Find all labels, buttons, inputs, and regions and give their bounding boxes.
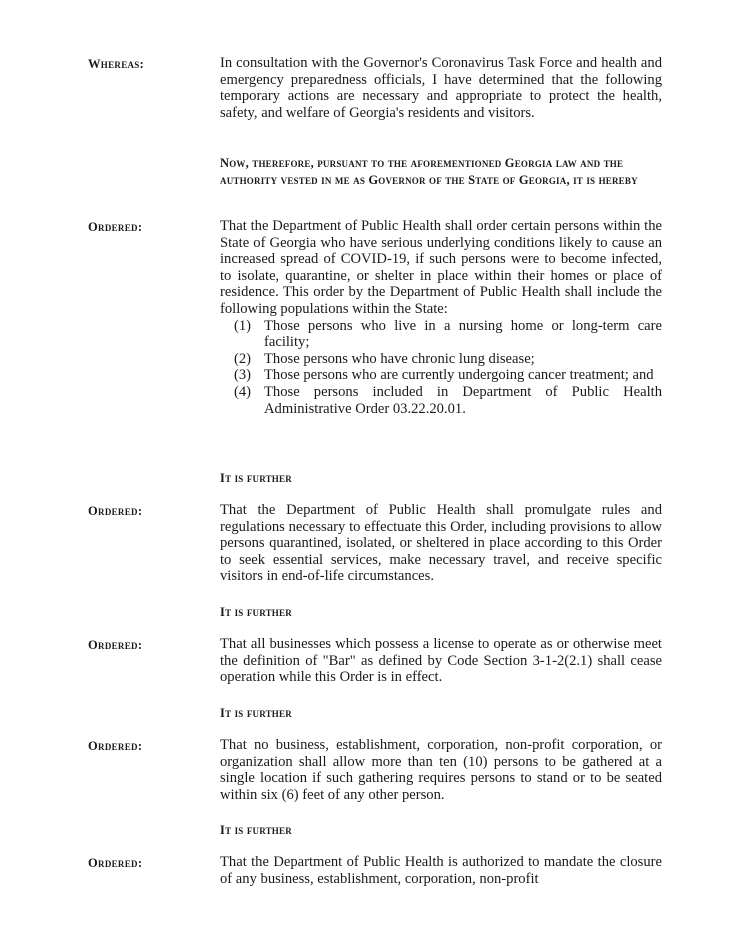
order-4-text: That no business, establishment, corporation, non-profit corporation, or organization shall allow more than ten (10) persons to be gathered at a single location if such gathering requires persons to stand or to be seated within six (6) feet of any other person.: [220, 737, 662, 803]
ordered-label: Ordered:: [88, 739, 143, 753]
order-3-text: That all businesses which possess a license to operate as or otherwise meet the definition of "Bar" as defined by Code Section 3-1-2(2.1) shall cease operation while this Order is in effect.: [220, 636, 662, 686]
list-item: [220, 318, 662, 351]
order-5-paragraph: [220, 854, 662, 887]
whereas-paragraph: [220, 55, 662, 121]
whereas-text: In consultation with the Governor's Coronavirus Task Force and health and emergency preparedness officials, I have determined that the following temporary actions are necessary and appropriate to protect the health, safety, and welfare of Georgia's residents and visitors.: [220, 55, 662, 121]
it-is-further-heading: It is further: [220, 605, 292, 619]
list-item-number: (3): [234, 367, 252, 384]
order-2-text: That the Department of Public Health shall promulgate rules and regulations necessary to effectuate this Order, including provisions to allow persons quarantined, isolated, or sheltered in place according to this Order to seek essential services, make necessary travel, and receive specific visitors in end-of-life circumstances.: [220, 502, 662, 585]
ordered-label: Ordered:: [88, 220, 143, 234]
list-item: [220, 384, 662, 417]
list-item-text: Those persons who live in a nursing home or long-term care facility;: [264, 317, 662, 351]
list-item: [220, 367, 662, 384]
list-item: [220, 351, 662, 368]
order-1-paragraph: [220, 218, 662, 417]
order-1-list: [220, 318, 662, 418]
whereas-label: Whereas:: [88, 57, 145, 71]
list-item-text: Those persons included in Department of Public Health Administrative Order 03.22.20.01.: [264, 383, 662, 417]
ordered-label: Ordered:: [88, 638, 143, 652]
list-item-number: (1): [234, 317, 252, 334]
list-item-text: Those persons who have chronic lung disease;: [264, 350, 535, 367]
now-therefore-clause: Now, therefore, pursuant to the aforementioned Georgia law and the authority vested in me as Governor of the State of Georgia, it is hereby: [220, 156, 638, 187]
order-3-paragraph: [220, 636, 662, 686]
order-5-text: That the Department of Public Health is authorized to mandate the closure of any business, establishment, corporation, non-profit: [220, 854, 662, 887]
list-item-number: (2): [234, 350, 252, 367]
it-is-further-heading: It is further: [220, 823, 292, 837]
order-4-paragraph: [220, 737, 662, 803]
it-is-further-heading: It is further: [220, 706, 292, 720]
ordered-label: Ordered:: [88, 504, 143, 518]
ordered-label: Ordered:: [88, 856, 143, 870]
it-is-further-heading: It is further: [220, 471, 292, 485]
order-1-text: That the Department of Public Health shall order certain persons within the State of Georgia who have serious underlying conditions likely to cause an increased spread of COVID-19, if such persons were to become infected, to isolate, quarantine, or shelter in place within their homes or place of residence. This order by the Department of Public Health shall include the following populations within the State:: [220, 218, 662, 317]
order-2-paragraph: [220, 502, 662, 585]
list-item-text: Those persons who are currently undergoing cancer treatment; and: [264, 367, 654, 384]
list-item-number: (4): [234, 383, 252, 400]
